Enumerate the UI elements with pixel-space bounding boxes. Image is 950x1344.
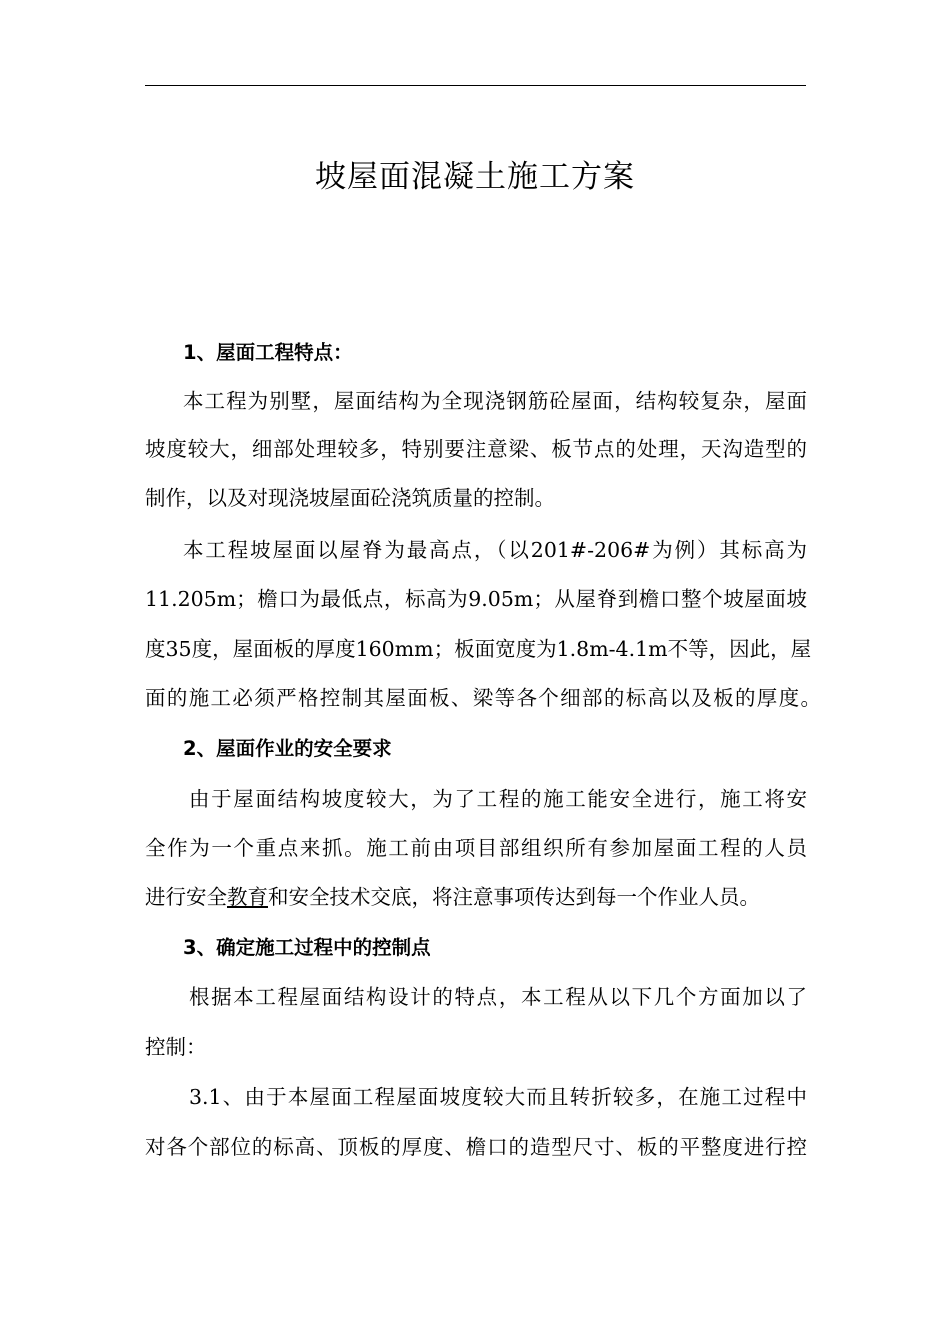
paragraph-line: 坡度较大，细部处理较多，特别要注意梁、板节点的处理，天沟造型的 xyxy=(145,437,807,461)
section-heading: 1、屋面工程特点： xyxy=(183,341,353,364)
paragraph-line: 3.1、由于本屋面工程屋面坡度较大而且转折较多，在施工过程中 xyxy=(189,1085,807,1109)
paragraph-line: 制作，以及对现浇坡屋面砼浇筑质量的控制。 xyxy=(145,486,555,510)
section-heading: 3、确定施工过程中的控制点 xyxy=(183,936,431,959)
paragraph-line: 面的施工必须严格控制其屋面板、梁等各个细部的标高以及板的厚度。 xyxy=(145,686,821,710)
header-rule xyxy=(145,85,806,86)
document-title: 坡屋面混凝土施工方案 xyxy=(315,159,635,195)
text-run: 和安全技术交底，将注意事项传达到每一个作业人员。 xyxy=(268,885,760,909)
section-heading: 2、屋面作业的安全要求 xyxy=(183,737,392,760)
paragraph-line: 本工程坡屋面以屋脊为最高点，（以201#-206#为例）其标高为 xyxy=(183,538,807,562)
paragraph-line: 由于屋面结构坡度较大，为了工程的施工能安全进行，施工将安 xyxy=(189,787,807,811)
text-run: 进行安全 xyxy=(145,885,227,909)
paragraph-line: 对各个部位的标高、顶板的厚度、檐口的造型尺寸、板的平整度进行控 xyxy=(145,1135,807,1159)
paragraph-line: 度35度，屋面板的厚度160mm；板面宽度为1.8m-4.1m不等，因此，屋 xyxy=(145,637,812,661)
paragraph-line: 11.205m；檐口为最低点，标高为9.05m；从屋脊到檐口整个坡屋面坡 xyxy=(145,587,807,611)
paragraph-line: 本工程为别墅，屋面结构为全现浇钢筋砼屋面，结构较复杂，屋面 xyxy=(183,389,807,413)
paragraph-line xyxy=(145,883,807,911)
paragraph-line: 控制： xyxy=(145,1035,207,1059)
underlined-term: 教育 xyxy=(227,885,268,909)
paragraph-line: 根据本工程屋面结构设计的特点，本工程从以下几个方面加以了 xyxy=(189,985,807,1009)
paragraph-line: 全作为一个重点来抓。施工前由项目部组织所有参加屋面工程的人员 xyxy=(145,836,807,860)
